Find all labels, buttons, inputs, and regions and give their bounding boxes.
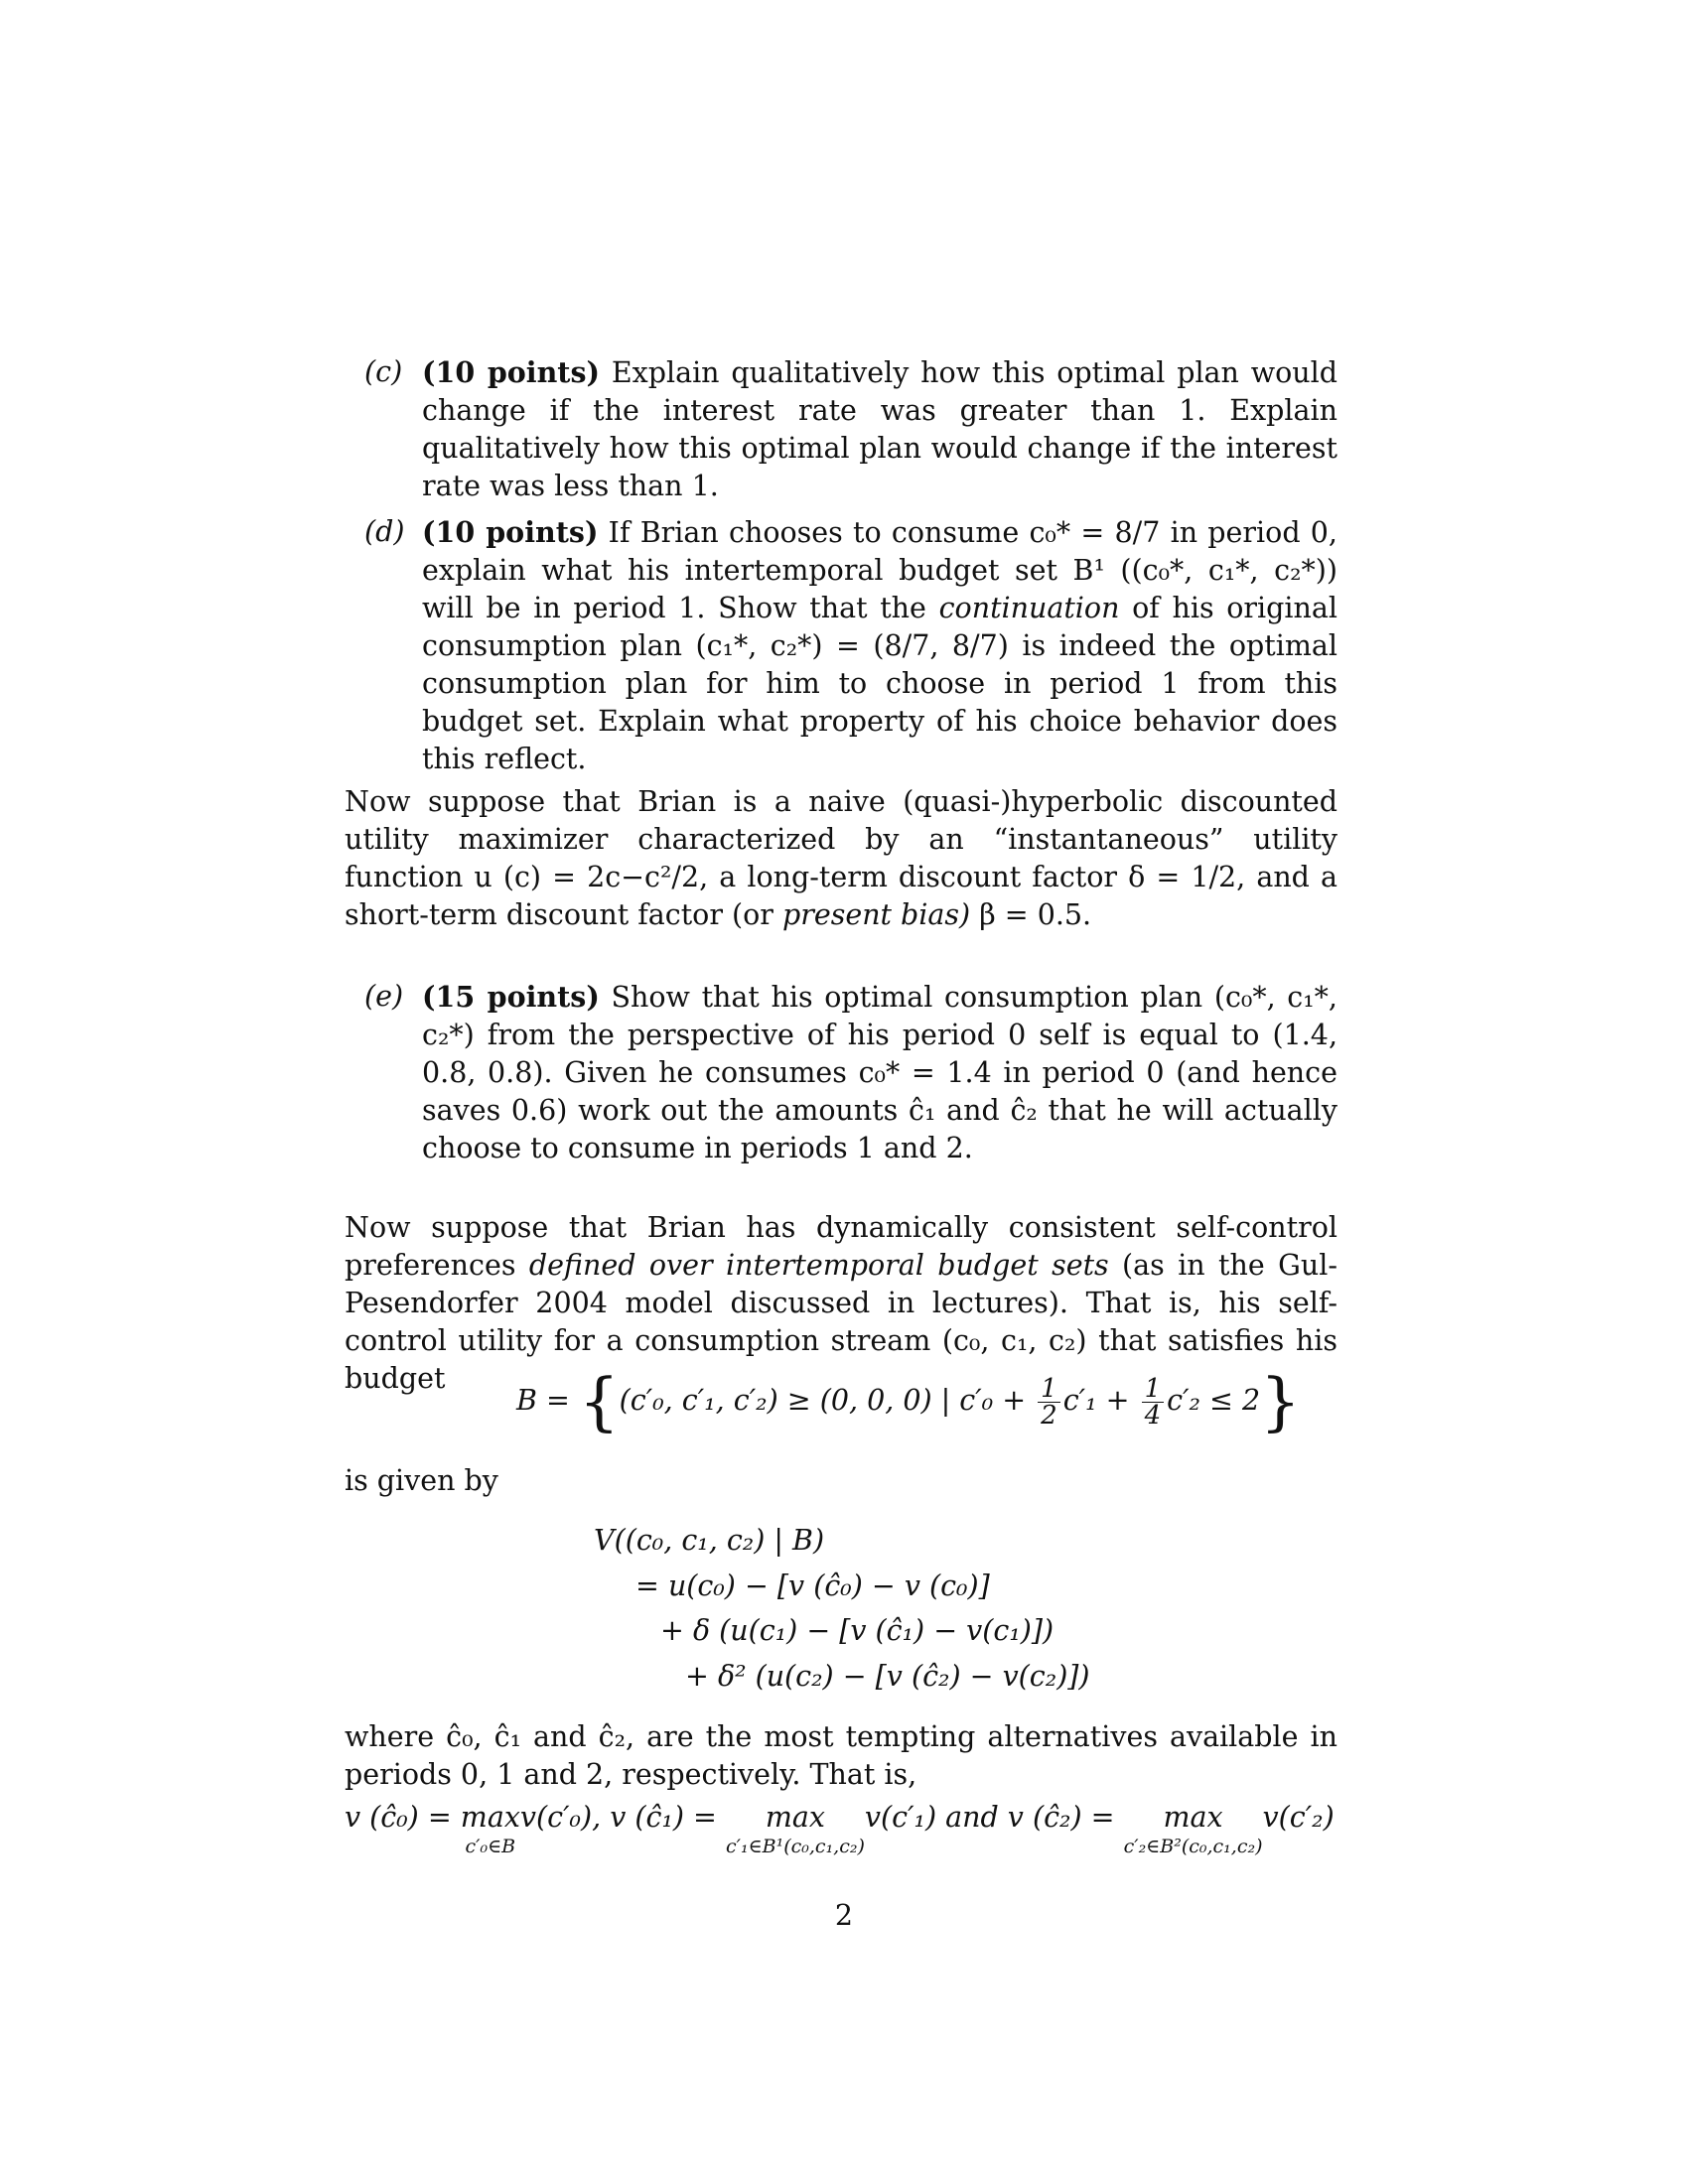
naive-text-1: Now suppose that Brian is a naive (quasi-)hyperbolic discounted utility maximizer characterized by an “instantaneous” utility function u (c) = 2c−c²/2, a long-term discount factor δ = 1/2, and a short-term discount factor (or — [345, 785, 1337, 931]
left-brace: { — [578, 1365, 620, 1439]
part-d-label: (d) — [364, 515, 405, 548]
part-c — [364, 353, 1337, 505]
part-e-text — [422, 978, 1337, 1167]
part-c-body: Explain qualitatively how this optimal plan would change if the interest rate was greater than 1. Explain qualitatively how this optimal plan would change if the interest rate was less than 1. — [422, 356, 1337, 502]
budget-set-equation — [516, 1365, 1301, 1439]
part-d-body-2: of his original consumption plan (c₁*, c₂*) = (8/7, 8/7) is indeed the optimal consumption plan for him to choose in period 1 from this budget set. Explain what property of his choice behavior does this reflect. — [422, 592, 1337, 775]
fraction-quarter — [1142, 1376, 1165, 1429]
max-subscript-3: c′₂∈B²(c₀,c₁,c₂) — [1123, 1836, 1263, 1857]
max-subscript-1: c′₀∈B — [465, 1836, 516, 1857]
part-d-points: (10 points) — [422, 515, 599, 549]
max-word-2: max — [765, 1801, 825, 1834]
value-eq-line-3: + δ (u(c₁) − [v (ĉ₁) − v(c₁)]) — [660, 1614, 1055, 1647]
part-e-body: Show that his optimal consumption plan (c₀*, c₁*, c₂*) from the perspective of his period 0 self is equal to (1.4, 0.8, 0.8). Given he consumes c₀* = 1.4 in period 0 (and hence saves 0.6) work out the amounts ĉ₁ and ĉ₂ that he will actually choose to consume in periods 1 and 2. — [422, 981, 1337, 1164]
fraction-half-denominator: 2 — [1041, 1401, 1057, 1431]
max-operator-3 — [1124, 1799, 1263, 1856]
gp-emphasis: defined over intertemporal budget sets — [528, 1249, 1109, 1282]
value-eq-line-2: = u(c₀) − [v (ĉ₀) − v (c₀)] — [635, 1570, 990, 1602]
paragraph-naive-hyperbolic — [345, 783, 1337, 934]
fraction-half-numerator: 1 — [1038, 1376, 1060, 1403]
gp-text-1: Now suppose that Brian has dynamically consistent self-control preferences — [345, 1211, 1337, 1282]
budget-set-left: (c′₀, c′₁, c′₂) ≥ (0, 0, 0) | c′₀ + — [619, 1384, 1036, 1417]
value-eq-line-4: + δ² (u(c₂) − [v (ĉ₂) − v(c₂)]) — [685, 1660, 1090, 1693]
max-operator-1 — [461, 1799, 520, 1856]
max-subscript-2: c′₁∈B¹(c₀,c₁,c₂) — [726, 1836, 865, 1857]
max-eq-part-1b: v(c′₀), v (ĉ₁) = — [519, 1801, 726, 1834]
max-word-3: max — [1163, 1801, 1223, 1834]
right-brace: } — [1260, 1365, 1301, 1439]
gp-text-2: (as in the Gul-Pesendorfer 2004 model discussed in lectures). That is, his self-control utility for a consumption stream (c₀, c₁, c₂) that satisfies his budget — [345, 1249, 1337, 1395]
paragraph-where: where ĉ₀, ĉ₁ and ĉ₂, are the most tempting alternatives available in periods 0, 1 and 2, respectively. That is, — [345, 1720, 1337, 1791]
part-e — [364, 978, 1337, 1167]
max-operator-2 — [726, 1799, 865, 1856]
max-word-1: max — [460, 1801, 520, 1834]
budget-lhs: B = — [516, 1384, 579, 1417]
part-d-body-1: If Brian chooses to consume c₀* = 8/7 in period 0, explain what his intertemporal budget set B¹ ((c₀*, c₁*, c₂*)) will be in period 1. Show that the — [422, 516, 1337, 624]
fraction-quarter-numerator: 1 — [1142, 1376, 1165, 1403]
paragraph-self-control — [345, 1209, 1337, 1398]
page-number: 2 — [834, 1899, 854, 1932]
budget-set-right: c′₂ ≤ 2 — [1167, 1384, 1261, 1417]
value-eq-line-1: V((c₀, c₁, c₂) | B) — [594, 1524, 825, 1557]
part-e-points: (15 points) — [422, 980, 600, 1014]
part-c-text — [422, 353, 1337, 505]
max-eq-part-3b: v(c′₂) — [1262, 1801, 1335, 1834]
max-eq-part-1: v (ĉ₀) = — [345, 1801, 461, 1834]
part-d-emphasis: continuation — [938, 592, 1120, 624]
naive-emphasis: present bias) — [781, 898, 971, 931]
max-equation — [345, 1799, 1335, 1856]
part-c-label: (c) — [364, 355, 403, 388]
fraction-half — [1038, 1376, 1060, 1429]
part-d — [364, 513, 1337, 778]
part-e-label: (e) — [364, 980, 404, 1013]
budget-set-mid: c′₁ + — [1062, 1384, 1139, 1417]
part-d-text — [422, 513, 1337, 778]
part-c-points: (10 points) — [422, 355, 601, 389]
is-given-by: is given by — [345, 1464, 498, 1497]
fraction-quarter-denominator: 4 — [1144, 1401, 1162, 1431]
naive-text-2: β = 0.5. — [970, 898, 1092, 931]
max-eq-part-2b: v(c′₁) and v (ĉ₂) = — [864, 1801, 1124, 1834]
